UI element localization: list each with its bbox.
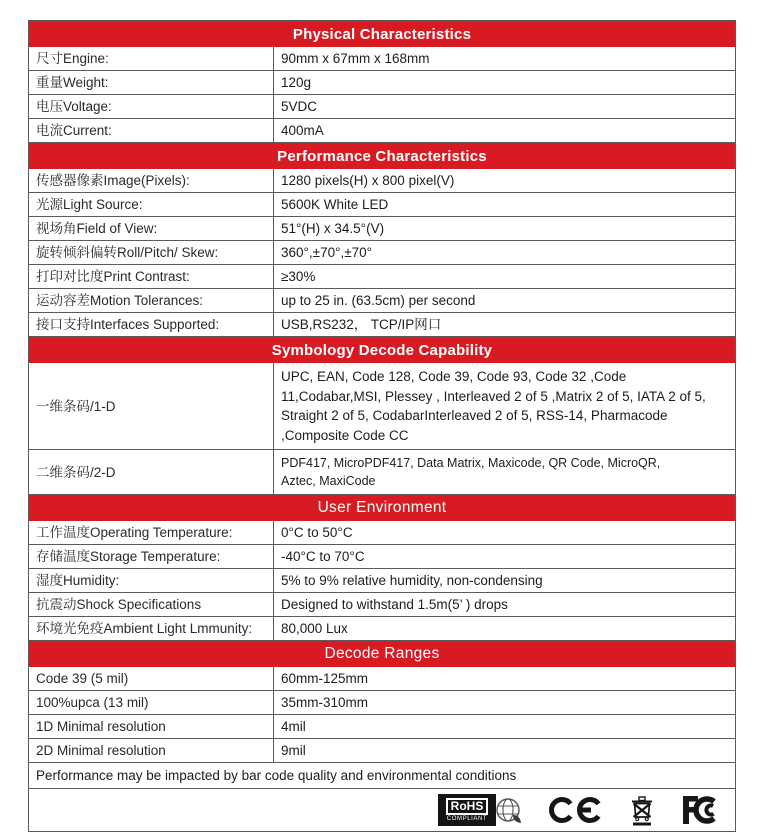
rohs-logo [438,794,523,826]
spec-label: 环境光免疫Ambient Light Lmmunity: [29,617,274,640]
table-row [29,289,735,313]
section-header-performance-characteristics [29,143,735,169]
section-title: Decode Ranges [324,645,440,662]
section-header-physical-characteristics [29,21,735,47]
performance-note: Performance may be impacted by bar code quality and environmental conditions [36,768,517,783]
spec-label: 二维条码/2-D [29,450,274,494]
spec-label: 旋转倾斜偏转Roll/Pitch/ Skew: [29,241,274,264]
spec-label: 电流Current: [29,119,274,142]
rohs-compliant-label: COMPLIANT [446,816,488,822]
rohs-badge [438,794,496,826]
spec-value: PDF417, MicroPDF417, Data Matrix, Maxicode, QR Code, MicroQR, Aztec, MaxiCode [281,456,661,488]
spec-label: 接口支持Interfaces Supported: [29,313,274,336]
spec-value: 90mm x 67mm x 168mm [281,51,430,66]
table-row [29,119,735,143]
spec-label: 2D Minimal resolution [29,739,274,762]
section-title: User Environment [317,499,447,516]
section-title: Physical Characteristics [292,25,472,43]
fcc-logo-icon [679,795,721,825]
table-row [29,313,735,337]
spec-label: 传感器像素Image(Pixels): [29,169,274,192]
spec-label: 工作温度Operating Temperature: [29,521,274,544]
spec-label: 存储温度Storage Temperature: [29,545,274,568]
globe-leaf-icon [493,795,523,825]
table-row [29,265,735,289]
section-title: Performance Characteristics [277,147,487,165]
table-row [29,47,735,71]
table-row [29,95,735,119]
section-header-symbology-decode-capability [29,337,735,363]
spec-label: 电压Voltage: [29,95,274,118]
spec-label: 重量Weight: [29,71,274,94]
spec-value: 9mil [281,743,306,758]
spec-value: 0°C to 50°C [281,525,353,540]
rohs-label: RoHS [446,798,489,815]
spec-value: 60mm-125mm [281,671,369,686]
spec-value: 360°,±70°,±70° [281,245,373,260]
ce-mark-icon [547,795,605,825]
table-row [29,241,735,265]
spec-value: up to 25 in. (63.5cm) per second [281,293,476,308]
table-row [29,450,735,495]
section-header-decode-ranges [29,641,735,667]
spec-label: 运动容差Motion Tolerances: [29,289,274,312]
section-header-user-environment [29,495,735,521]
table-row [29,739,735,763]
spec-label: 一维条码/1-D [29,363,274,449]
spec-label: 打印对比度Print Contrast: [29,265,274,288]
spec-label: 1D Minimal resolution [29,715,274,738]
spec-value: UPC, EAN, Code 128, Code 39, Code 93, Code 32 ,Code 11,Codabar,MSI, Plessey , Interleaved 2 of 5 ,Matrix 2 of 5, IATA 2 of 5, Straight 2 of 5, CodabarInterleaved 2 of 5, RSS-14, Pharmacode ,Composite Code CC [281,369,706,443]
spec-value: 80,000 Lux [281,621,348,636]
table-row [29,71,735,95]
spec-table [28,20,736,832]
spec-value: USB,RS232， TCP/IP网口 [281,317,442,332]
table-row [29,217,735,241]
spec-label: Code 39 (5 mil) [29,667,274,690]
spec-value: 5% to 9% relative humidity, non-condensing [281,573,543,588]
spec-label: 光源Light Source: [29,193,274,216]
spec-value: Designed to withstand 1.5m(5’ ) drops [281,597,508,612]
spec-value: 4mil [281,719,306,734]
table-row [29,691,735,715]
spec-value: 120g [281,75,312,90]
spec-label: 抗震动Shock Specifications [29,593,274,616]
table-row [29,521,735,545]
spec-value: 400mA [281,123,324,138]
spec-value: -40°C to 70°C [281,549,365,564]
spec-value: 1280 pixels(H) x 800 pixel(V) [281,173,455,188]
performance-note-row [29,763,735,789]
weee-bin-icon [629,794,655,826]
table-row [29,667,735,691]
spec-value: 5600K White LED [281,197,389,212]
table-row [29,363,735,450]
spec-label: 100%upca (13 mil) [29,691,274,714]
certification-logos-row [29,789,735,831]
table-row [29,569,735,593]
spec-value: 35mm-310mm [281,695,369,710]
spec-label: 湿度Humidity: [29,569,274,592]
section-title: Symbology Decode Capability [271,341,493,359]
spec-value: ≥30% [281,269,316,284]
table-row [29,715,735,739]
table-row [29,617,735,641]
table-row [29,593,735,617]
table-row [29,193,735,217]
spec-label: 视场角Field of View: [29,217,274,240]
table-row [29,545,735,569]
spec-label: 尺寸Engine: [29,47,274,70]
spec-value: 51°(H) x 34.5°(V) [281,221,385,236]
table-row [29,169,735,193]
spec-value: 5VDC [281,99,318,114]
